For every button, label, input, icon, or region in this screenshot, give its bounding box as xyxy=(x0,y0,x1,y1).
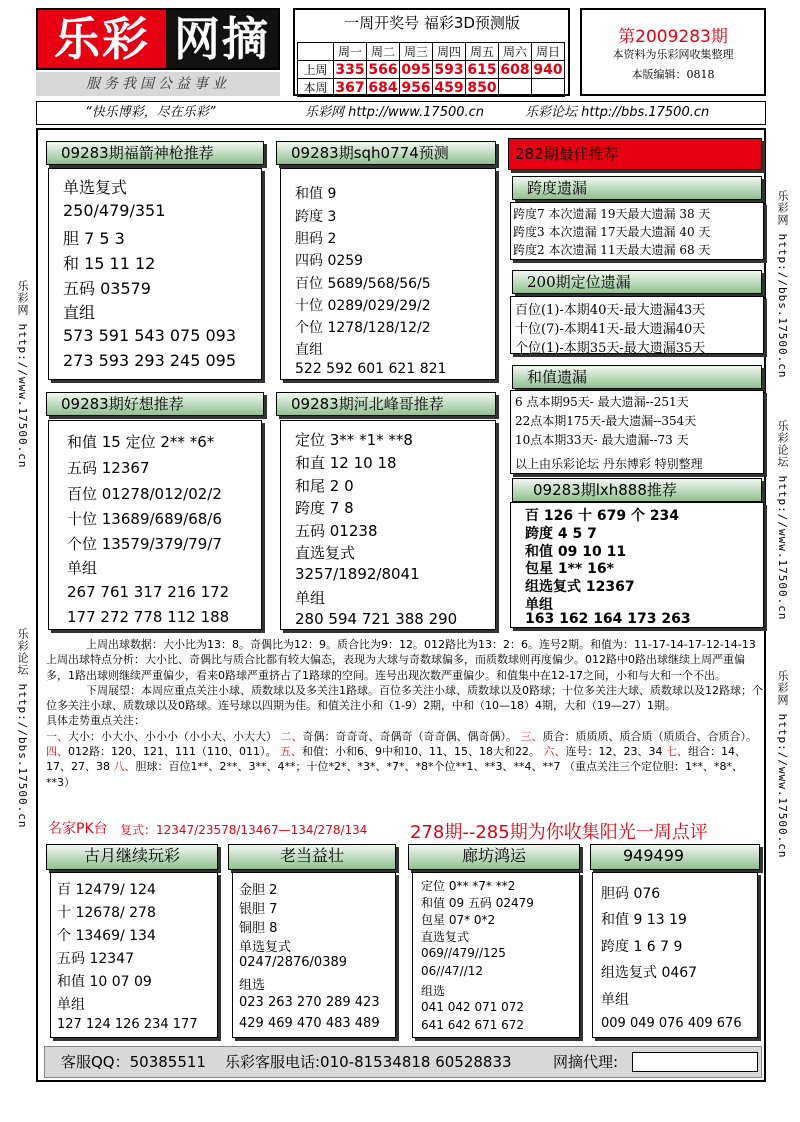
draw-number: 593 xyxy=(434,61,464,78)
panel-line: 五码 03579 xyxy=(63,279,151,298)
panel-line: 组选复式 0467 xyxy=(601,965,698,981)
logo-lecai: 乐彩 xyxy=(38,10,166,68)
panel-line: 胆码 076 xyxy=(601,886,661,902)
panel-line: 五码 01238 xyxy=(295,522,378,540)
issue-number: 第2009283期 xyxy=(618,27,728,47)
side-text-right-mid: 乐彩论坛 http://www.17500.cn xyxy=(776,420,789,621)
service-qq: 客服QQ：50385511 xyxy=(61,1053,206,1071)
agent-label: 网摘代理: xyxy=(553,1053,619,1071)
panel-line: 跨度 7 8 xyxy=(295,499,354,517)
panel-line: 组选 xyxy=(421,984,446,998)
logo-wangzhai: 网摘 xyxy=(166,10,278,68)
panel-line: 直组 xyxy=(63,303,96,322)
panel-line: 单组 xyxy=(67,559,98,577)
span-missing-title: 跨度遗漏 xyxy=(512,176,762,200)
panel-line: 267 761 317 216 172 xyxy=(67,583,230,601)
issue-note: 本资料为乐彩网收集整理 xyxy=(612,48,734,61)
service-phone: 乐彩客服电话:010-81534818 60528833 xyxy=(225,1053,512,1071)
panel-line: 单组 xyxy=(57,997,85,1013)
bottom-panel-guyue xyxy=(50,872,218,1038)
panel-line: 胆码 2 xyxy=(295,231,337,247)
panel-line: 06//47//12 xyxy=(421,964,483,978)
panel-line: 和值 15 定位 2** *6* xyxy=(67,433,215,451)
panel-hebei xyxy=(280,420,496,630)
info-bar xyxy=(36,101,766,125)
day-header: 周二 xyxy=(367,43,400,61)
panel-line: 组选 xyxy=(239,978,266,993)
panel-line: 十位 13689/689/68/6 xyxy=(67,510,222,528)
panel-line: 和直 12 10 18 xyxy=(295,454,397,472)
lxh-line: 单组 xyxy=(525,597,553,613)
analysis-block xyxy=(46,637,764,790)
slogan: 服务我国公益事业 xyxy=(36,72,280,96)
panel-haoxiang xyxy=(48,420,262,630)
panel-line: 127 124 126 234 177 xyxy=(57,1017,198,1032)
draw-number: 566 xyxy=(368,61,398,78)
pk-value: 复式：12347/23578/13467—134/278/134 xyxy=(120,823,368,837)
panel-line: 跨度 3 xyxy=(295,209,337,225)
panel-line: 直组 xyxy=(295,342,323,358)
panel-line: 十 12678/ 278 xyxy=(57,905,156,921)
panel-line: 3257/1892/8041 xyxy=(295,565,420,583)
panel-sqh xyxy=(280,168,496,380)
panel-line: 百位 5689/568/56/5 xyxy=(295,276,431,292)
span-missing-box xyxy=(510,202,764,260)
bottom-title-langfang: 廊坊鸿运 xyxy=(408,844,580,870)
panel-line: 280 594 721 388 290 xyxy=(295,610,458,628)
panel-line: 177 272 778 112 188 xyxy=(67,608,230,626)
draw-number: 367 xyxy=(335,79,365,96)
span-line: 跨度3 本次遗漏 17天最大遗漏 40 天 xyxy=(513,225,711,239)
lxh-title: 09283期lxh888推荐 xyxy=(512,478,762,502)
sum-line: 6 点本期95天- 最大遗漏--251天 xyxy=(515,395,689,409)
bottom-title-guyue: 古月继续玩彩 xyxy=(46,844,218,870)
panel-line: 包星 07* 0*2 xyxy=(421,913,496,927)
analysis-focus-heading: 具体走势重点关注： xyxy=(46,714,145,728)
panel-line: 573 591 543 075 093 xyxy=(63,326,237,345)
panel-line: 069//479//125 xyxy=(421,946,506,960)
draw-number: 608 xyxy=(500,61,530,78)
draw-number: 684 xyxy=(368,79,398,96)
panel-line: 金胆 2 xyxy=(239,883,278,898)
panel-line: 单选复式 xyxy=(63,178,128,197)
panel-line: 个位 13579/379/79/7 xyxy=(67,535,222,553)
panel-line: 定位 0** *7* **2 xyxy=(421,879,516,893)
side-text-right-bottom: 乐彩网 http://www.17500.cn xyxy=(776,670,789,859)
lxh-box xyxy=(510,502,764,628)
day-header: 周日 xyxy=(532,43,565,61)
pos-line: 个位(1)-本期35天-最大遗漏35天 xyxy=(515,341,706,356)
panel-line: 直选复式 xyxy=(421,930,470,944)
panel-line: 0247/2876/0389 xyxy=(239,955,348,970)
day-header: 周五 xyxy=(466,43,499,61)
draw-number: 940 xyxy=(533,61,563,78)
day-header: 周一 xyxy=(334,43,367,61)
sum-footer: 以上由乐彩论坛 丹东博彩 特别整理 xyxy=(515,457,703,471)
side-text-right-top: 乐彩网 http://bbs.17500.cn xyxy=(776,190,789,379)
draw-number: 095 xyxy=(401,61,431,78)
panel-line: 直选复式 xyxy=(295,544,356,562)
site-link[interactable]: 乐彩网 http://www.17500.cn xyxy=(305,105,485,120)
lxh-line: 跨度 4 5 7 xyxy=(525,526,597,542)
pk-label: 名家PK台 xyxy=(48,821,108,837)
side-text-left-top: 乐彩网 http://www.17500.cn xyxy=(16,280,29,469)
draw-number: 850 xyxy=(467,79,497,96)
sum-line: 22点本期175天-最大遗漏--354天 xyxy=(515,414,697,428)
pos-missing-box xyxy=(510,296,764,354)
panel-line: 和 15 11 12 xyxy=(63,254,156,273)
span-line: 跨度7 本次遗漏 19天最大遗漏 38 天 xyxy=(513,207,711,221)
lxh-line: 和值 09 10 11 xyxy=(525,544,627,560)
panel-line: 250/479/351 xyxy=(63,201,166,220)
panel-line: 百位 01278/012/02/2 xyxy=(67,485,222,503)
draw-number: 459 xyxy=(434,79,464,96)
panel-line: 单选复式 xyxy=(239,940,292,955)
panel-title-fujian: 09283期福箭神枪推荐 xyxy=(46,141,264,165)
panel-line: 铜胆 8 xyxy=(239,921,278,936)
analysis-next-week: 下周展望：本周应重点关注小球、质数球以及多关注1路球。百位多关注小球、质数球以及0路球；十位多关注大球、质数球以及12路球；个位多关注小球、质数球以及0路球。连号球以四期为佳。和值关注小和（1-9）2期，中和（10—18）4期，大和（19—27）1期。 xyxy=(46,683,763,713)
panel-line: 023 263 270 289 423 xyxy=(239,995,380,1010)
panel-line: 和尾 2 0 xyxy=(295,477,354,495)
panel-line: 009 049 076 409 676 xyxy=(601,1016,742,1031)
panel-title-haoxiang: 09283期好想推荐 xyxy=(46,392,264,416)
weekly-review-banner: 278期--285期为你收集阳光一周点评 xyxy=(410,822,708,843)
pos-line: 十位(7)-本期41天-最大遗漏40天 xyxy=(515,322,706,337)
panel-line: 十位 0289/029/29/2 xyxy=(295,298,431,314)
draw-number xyxy=(532,79,565,97)
issue-editor: 本版编辑：0818 xyxy=(631,68,715,81)
draw-number: 615 xyxy=(467,61,497,78)
side-text-left-bottom: 乐彩论坛 http://bbs.17500.cn xyxy=(16,628,29,829)
panel-line: 单组 xyxy=(295,589,326,607)
panel-line: 041 042 071 072 xyxy=(421,1000,525,1014)
panel-line: 跨度 1 6 7 9 xyxy=(601,939,683,955)
panel-line: 银胆 7 xyxy=(239,902,278,917)
pos-line: 百位(1)-本期40天-最大遗漏43天 xyxy=(515,303,706,318)
panel-line: 五码 12367 xyxy=(67,459,150,477)
panel-line: 和值 9 13 19 xyxy=(601,912,687,928)
panel-line: 个位 1278/128/12/2 xyxy=(295,320,431,336)
bottom-panel-langfang xyxy=(412,872,580,1038)
sum-missing-title: 和值遗漏 xyxy=(512,365,762,389)
panel-line: 641 642 671 672 xyxy=(421,1018,525,1032)
panel-line: 四码 0259 xyxy=(295,253,364,269)
draw-number: 956 xyxy=(401,79,431,96)
panel-line: 和值 10 07 09 xyxy=(57,974,152,990)
panel-line: 个 13469/ 134 xyxy=(57,928,156,944)
lxh-line: 包星 1** 16* xyxy=(525,561,614,577)
panel-fujian xyxy=(48,168,262,380)
sum-missing-box xyxy=(510,390,764,474)
quote-text: “快乐博彩，尽在乐彩” xyxy=(85,105,216,120)
pos-missing-title: 200期定位遗漏 xyxy=(512,270,762,294)
day-header: 周四 xyxy=(433,43,466,61)
forum-link[interactable]: 乐彩论坛 http://bbs.17500.cn xyxy=(525,105,710,120)
panel-line: 和值 9 xyxy=(295,186,337,202)
panel-line: 胆 7 5 3 xyxy=(63,229,125,248)
panel-line: 522 592 601 621 821 xyxy=(295,361,447,377)
bottom-title-949499: 949499 xyxy=(590,844,760,870)
agent-field xyxy=(632,1052,758,1072)
bottom-panel-949499 xyxy=(592,872,758,1038)
row-label: 上周 xyxy=(298,61,334,79)
row-label: 本周 xyxy=(298,79,334,97)
panel-line: 单组 xyxy=(601,992,629,1008)
panel-title-hebei: 09283期河北峰哥推荐 xyxy=(276,392,496,416)
bottom-title-laodang: 老当益壮 xyxy=(228,844,396,870)
analysis-last-week: 上周出球数据：大小比为13：8。奇偶比为12：9。质合比为9：12。012路比为13：2：6。连号2期。和值为：11-17-14-17-12-14-13 上周出球特点分析：大小比、奇偶比与质合比都有较大偏态，表现为大球与奇数球偏多，而质数球则再度偏少。012路中0路出球继续上周严重偏多，1路出球则继续严重偏少，看来0路球严重挤占了1路球的空间。连号出现次数严重偏少。和值集中在12-17之间，小和与大和一个不出。 xyxy=(46,638,756,682)
sum-line: 10点本期33天- 最大遗漏--73 天 xyxy=(515,433,689,447)
draw-number: 335 xyxy=(335,61,365,78)
day-header: 周三 xyxy=(400,43,433,61)
panel-line: 429 469 470 483 489 xyxy=(239,1016,380,1031)
span-line: 跨度2 本次遗漏 11天最大遗漏 68 天 xyxy=(513,243,711,257)
lxh-line: 组选复式 12367 xyxy=(525,579,635,595)
lxh-line: 百 126 十 679 个 234 xyxy=(525,508,680,524)
panel-line: 273 593 293 245 095 xyxy=(63,351,237,370)
panel-line: 和值 09 五码 02479 xyxy=(421,896,534,910)
day-header: 周六 xyxy=(499,43,532,61)
panel-line: 定位 3** *1* **8 xyxy=(295,431,413,449)
weekly-draw-table xyxy=(297,42,565,97)
lxh-line: 163 162 164 173 263 xyxy=(525,611,691,627)
panel-line: 五码 12347 xyxy=(57,951,134,967)
draw-number xyxy=(499,79,532,97)
schedule-title: 一周开奖号 福彩3D预测版 xyxy=(344,14,520,32)
bottom-panel-laodang xyxy=(232,872,396,1038)
panel-title-sqh: 09283期sqh0774预测 xyxy=(276,141,496,165)
best-recommend-title: 282期最佳推荐 xyxy=(508,138,762,170)
panel-line: 百 12479/ 124 xyxy=(57,882,156,898)
analysis-focus-items: 一、大小：小大小、小小小（小小大、小大大） 二、奇偶：奇奇奇、奇偶奇（奇奇偶、偶奇偶）。 三、质合：质质质、质合质（质质合、合质合）。 四、012路：120、121、111（110、011）。 五、和值：小和6、9中和10、11、15、18大和22。 六、连号：12、23、34 七、组合：14、17、27、38 八、胆球：百位1**、2**、3**、4**；十位*2*、*3*、*7*、*8*个位**1、**3、**4、**7 （重点关注三个定位胆：1**、*8*、**3） xyxy=(46,729,757,789)
